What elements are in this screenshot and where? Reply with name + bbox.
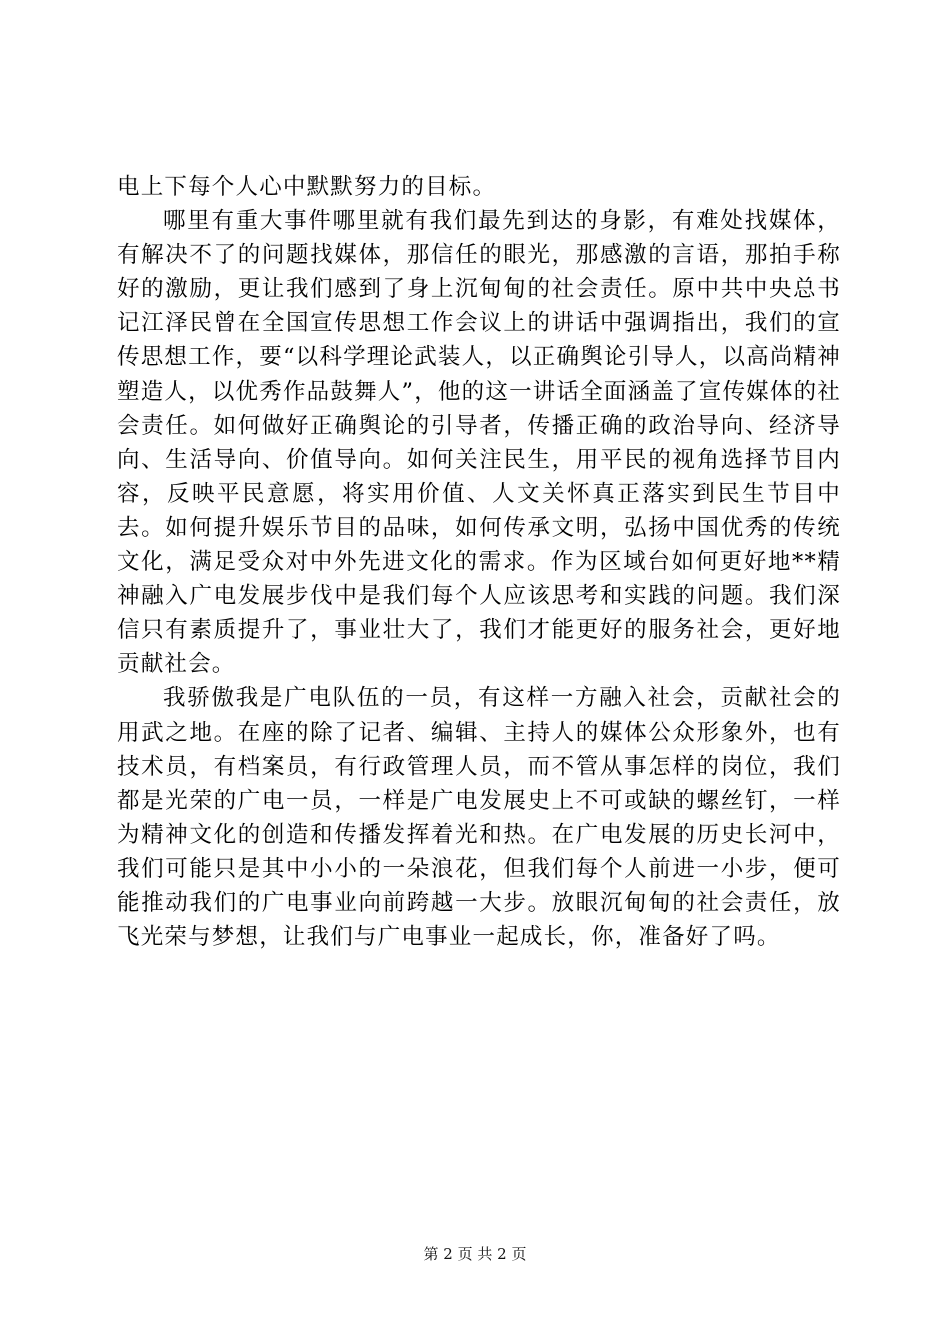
document-body: [117, 170, 841, 954]
page-number-footer: 第 2 页 共 2 页: [423, 1245, 527, 1263]
paragraph-3: 我骄傲我是广电队伍的一员，有这样一方融入社会，贡献社会的用武之地。在座的除了记者、编辑、主持人的媒体公众形象外，也有技术员，有档案员，有行政管理人员，而不管从事怎样的岗位，我们都是光荣的广电一员，一样是广电发展史上不可或缺的螺丝钉，一样为精神文化的创造和传播发挥着光和热。在广电发展的历史长河中，我们可能只是其中小小的一朵浪花，但我们每个人前进一小步，便可能推动我们的广电事业向前跨越一大步。放眼沉甸甸的社会责任，放飞光荣与梦想，让我们与广电事业一起成长，你，准备好了吗。: [117, 685, 841, 951]
paragraph-1: 电上下每个人心中默默努力的目标。: [117, 174, 497, 200]
paragraph-2: 哪里有重大事件哪里就有我们最先到达的身影，有难处找媒体，有解决不了的问题找媒体，那信任的眼光，那感激的言语，那拍手称好的激励，更让我们感到了身上沉甸甸的社会责任。原中共中央总书记江泽民曾在全国宣传思想工作会议上的讲话中强调指出，我们的宣传思想工作，要“以科学理论武装人，以正确舆论引导人，以高尚精神塑造人，以优秀作品鼓舞人”，他的这一讲话全面涵盖了宣传媒体的社会责任。如何做好正确舆论的引导者，传播正确的政治导向、经济导向、生活导向、价值导向。如何关注民生，用平民的视角选择节目内容，反映平民意愿，将实用价值、人文关怀真正落实到民生节目中去。如何提升娱乐节目的品味，如何传承文明，弘扬中国优秀的传统文化，满足受众对中外先进文化的需求。作为区域台如何更好地**精神融入广电发展步伐中是我们每个人应该思考和实践的问题。我们深信只有素质提升了，事业壮大了，我们才能更好的服务社会，更好地贡献社会。: [117, 208, 841, 678]
